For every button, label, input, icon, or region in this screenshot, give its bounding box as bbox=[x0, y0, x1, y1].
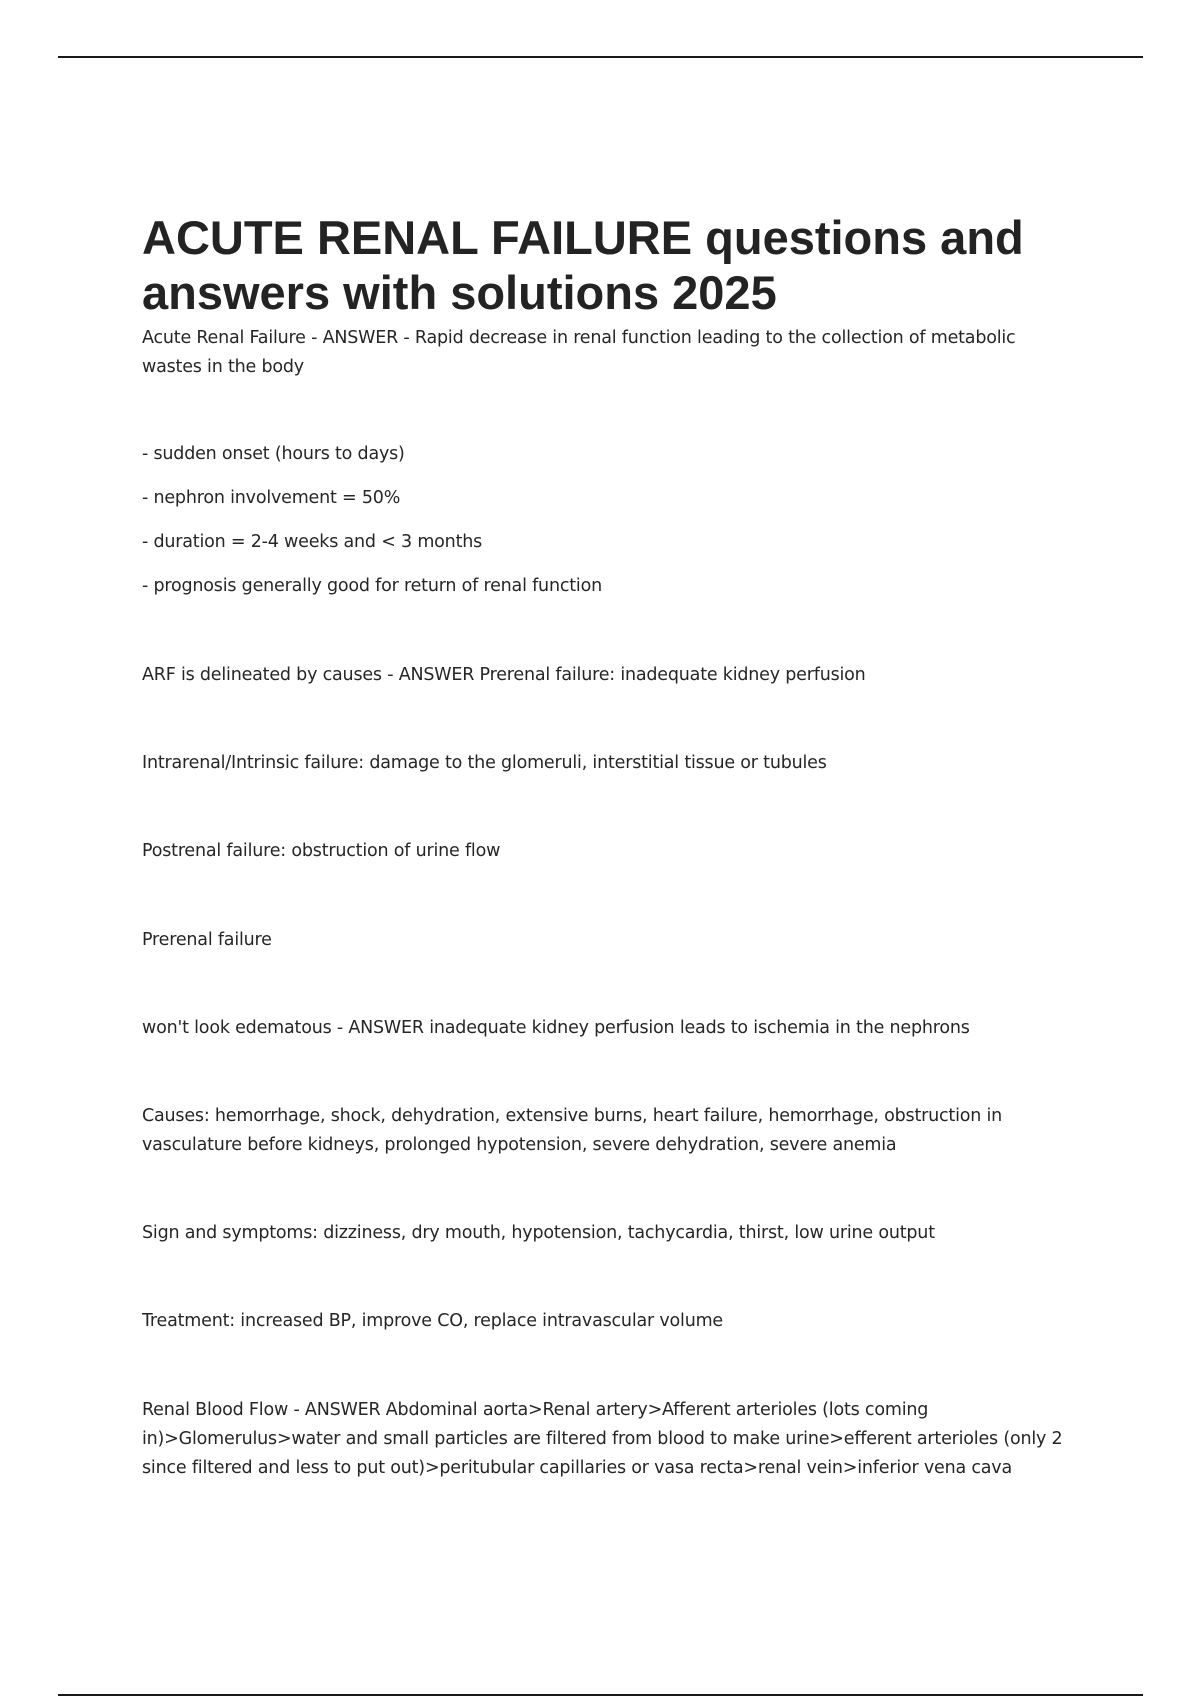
paragraph-prerenal-failure-heading: Prerenal failure bbox=[142, 930, 272, 950]
paragraph-renal-blood-flow: Renal Blood Flow - ANSWER Abdominal aorta>Renal artery>Afferent arterioles (lots coming in)>Glomerulus>water and small particles are filtered from blood to make urine>efferent arterioles (only 2 since filtered and less to put out)>peritubular capillaries or vasa recta>renal vein>inferior vena cava bbox=[142, 1400, 1063, 1478]
paragraph-intrarenal-failure: Intrarenal/Intrinsic failure: damage to the glomeruli, interstitial tissue or tubules bbox=[142, 753, 827, 773]
paragraph-treatment: Treatment: increased BP, improve CO, replace intravascular volume bbox=[142, 1311, 724, 1331]
top-divider bbox=[58, 56, 1143, 58]
paragraph-causes: Causes: hemorrhage, shock, dehydration, extensive burns, heart failure, hemorrhage, obstruction in vasculature before kidneys, prolonged hypotension, severe dehydration, severe anemia bbox=[142, 1106, 1003, 1155]
paragraph-acute-renal-failure: Acute Renal Failure - ANSWER - Rapid decrease in renal function leading to the collection of metabolic wastes in the body bbox=[142, 328, 1016, 377]
paragraph-arf-causes: ARF is delineated by causes - ANSWER Prerenal failure: inadequate kidney perfusion bbox=[142, 665, 866, 685]
bullet-nephron-involvement: - nephron involvement = 50% bbox=[142, 488, 401, 508]
bottom-divider bbox=[58, 1694, 1143, 1696]
bullet-duration: - duration = 2-4 weeks and < 3 months bbox=[142, 532, 483, 552]
bullet-sudden-onset: - sudden onset (hours to days) bbox=[142, 444, 405, 464]
document-title: ACUTE RENAL FAILURE questions and answers with solutions 2025 bbox=[142, 211, 1024, 319]
paragraph-signs-symptoms: Sign and symptoms: dizziness, dry mouth, hypotension, tachycardia, thirst, low urine output bbox=[142, 1223, 935, 1243]
paragraph-postrenal-failure: Postrenal failure: obstruction of urine flow bbox=[142, 841, 501, 861]
bullet-prognosis: - prognosis generally good for return of renal function bbox=[142, 576, 602, 596]
paragraph-edematous: won't look edematous - ANSWER inadequate kidney perfusion leads to ischemia in the nephrons bbox=[142, 1018, 970, 1038]
